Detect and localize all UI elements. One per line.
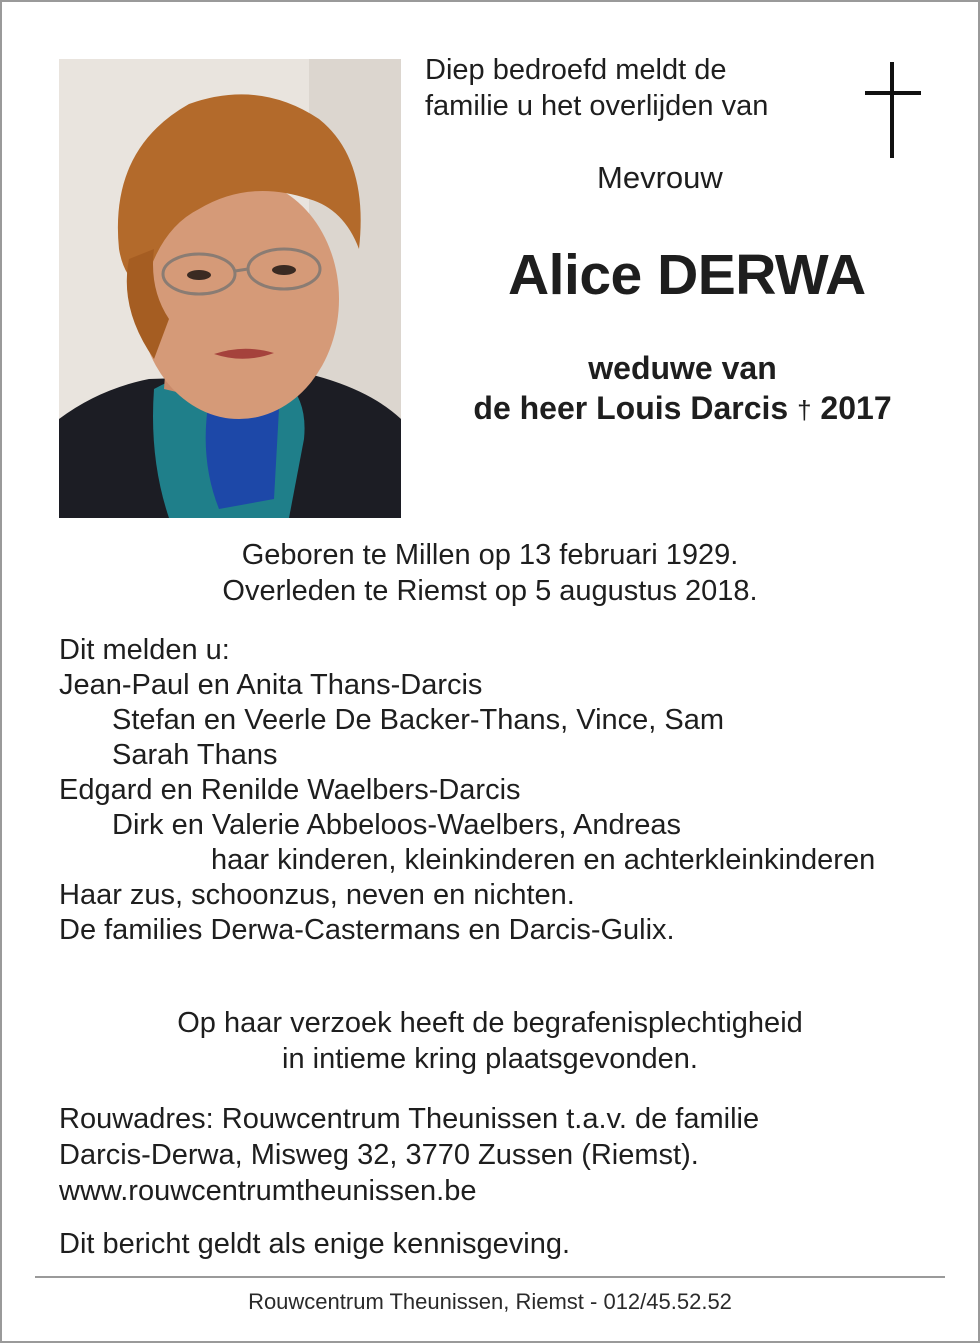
- spouse-name: de heer Louis Darcis: [473, 390, 789, 426]
- spouse-death-year: 2017: [820, 390, 892, 426]
- address-line-2: Darcis-Derwa, Misweg 32, 3770 Zussen (Riemst).: [59, 1139, 699, 1171]
- deceased-name: Alice DERWA: [508, 243, 866, 307]
- death-line: Overleden te Riemst op 5 augustus 2018.: [222, 575, 758, 607]
- widow-label: weduwe van: [588, 350, 777, 386]
- honorific: Mevrouw: [597, 160, 723, 195]
- mourner-line: haar kinderen, kleinkinderen en achterkleinkinderen: [211, 844, 876, 876]
- footer-text: Rouwcentrum Theunissen, Riemst - 012/45.52.52: [248, 1289, 732, 1314]
- website-link[interactable]: www.rouwcentrumtheunissen.be: [59, 1175, 477, 1207]
- cross-icon: [865, 62, 921, 158]
- mourner-line: Jean-Paul en Anita Thans-Darcis: [59, 669, 483, 701]
- intro-line-1: Diep bedroefd meldt de: [425, 54, 727, 86]
- mourner-line: Haar zus, schoonzus, neven en nichten.: [59, 879, 575, 911]
- mourner-line: De families Derwa-Castermans en Darcis-Gulix.: [59, 914, 675, 946]
- ceremony-line-1: Op haar verzoek heeft de begrafenisplechtigheid: [177, 1007, 803, 1039]
- mourner-line: Sarah Thans: [112, 739, 278, 771]
- dagger-icon: †: [797, 395, 812, 425]
- ceremony-line-2: in intieme kring plaatsgevonden.: [282, 1043, 698, 1075]
- address-line-1: Rouwadres: Rouwcentrum Theunissen t.a.v. de familie: [59, 1103, 760, 1135]
- intro-line-2: familie u het overlijden van: [425, 90, 769, 122]
- mourner-line: Dirk en Valerie Abbeloos-Waelbers, Andreas: [112, 809, 682, 841]
- mourner-line: Edgard en Renilde Waelbers-Darcis: [59, 774, 521, 806]
- portrait-photo: [59, 59, 401, 518]
- mourners-heading: Dit melden u:: [59, 634, 230, 666]
- intro-text: [425, 52, 768, 124]
- notice-text: Dit bericht geldt als enige kennisgeving.: [59, 1228, 571, 1260]
- birth-line: Geboren te Millen op 13 februari 1929.: [241, 539, 739, 571]
- spouse-line: [425, 388, 940, 430]
- footer-divider: [35, 1276, 945, 1278]
- mourner-line: Stefan en Veerle De Backer-Thans, Vince, Sam: [112, 704, 725, 736]
